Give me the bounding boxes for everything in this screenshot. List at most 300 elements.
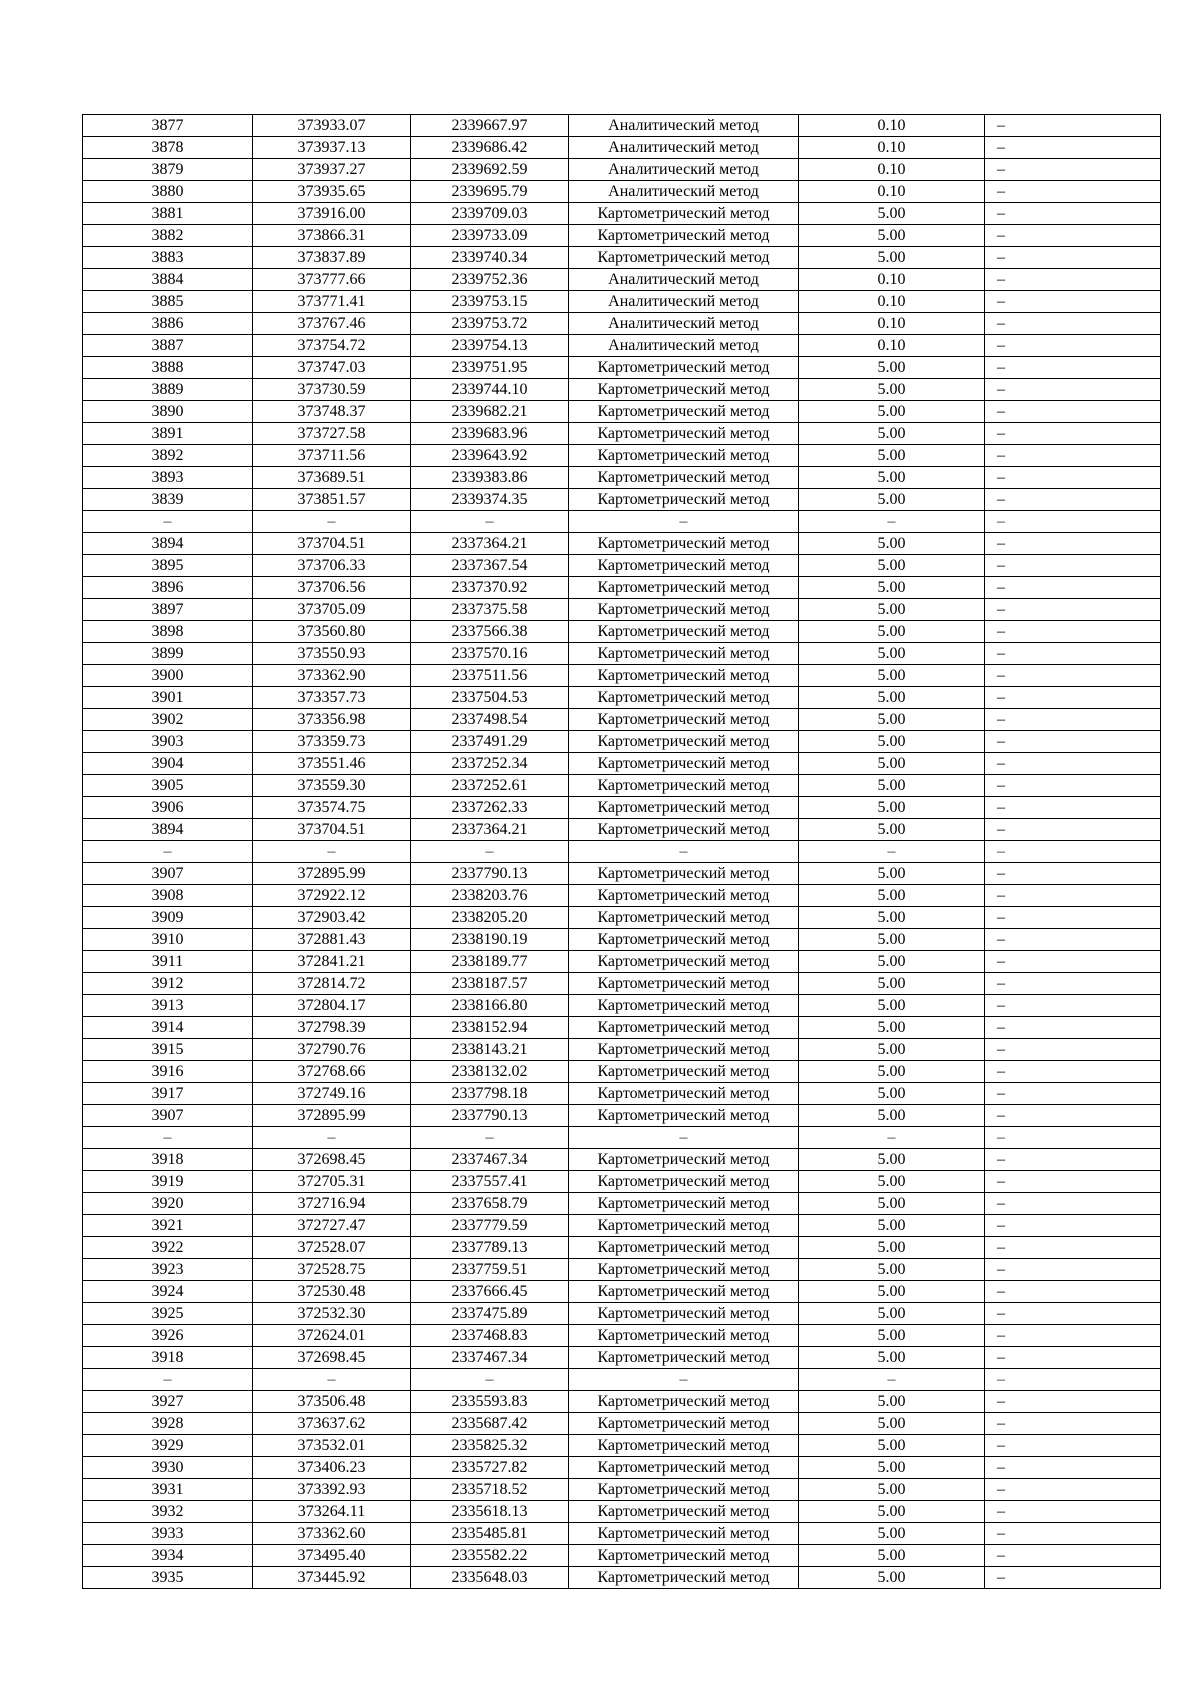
description-cell: –	[985, 1435, 1161, 1457]
point-number-cell: 3918	[83, 1149, 253, 1171]
x-coordinate-cell: 373937.27	[253, 159, 411, 181]
x-coordinate-cell: 373689.51	[253, 467, 411, 489]
accuracy-cell: 5.00	[799, 1435, 985, 1457]
description-cell: –	[985, 1501, 1161, 1523]
x-coordinate-cell: –	[253, 1369, 411, 1391]
table-row	[83, 291, 1161, 313]
point-number-cell: 3909	[83, 907, 253, 929]
point-number-cell: –	[83, 1127, 253, 1149]
method-cell: Аналитический метод	[569, 137, 799, 159]
method-cell: Картометрический метод	[569, 731, 799, 753]
y-coordinate-cell: 2338190.19	[411, 929, 569, 951]
point-number-cell: 3880	[83, 181, 253, 203]
method-cell: Картометрический метод	[569, 225, 799, 247]
table-row	[83, 1039, 1161, 1061]
method-cell: Аналитический метод	[569, 181, 799, 203]
method-cell: Картометрический метод	[569, 1281, 799, 1303]
y-coordinate-cell: 2339753.72	[411, 313, 569, 335]
accuracy-cell: 5.00	[799, 467, 985, 489]
description-cell: –	[985, 1017, 1161, 1039]
point-number-cell: 3897	[83, 599, 253, 621]
table-row	[83, 841, 1161, 863]
table-row	[83, 555, 1161, 577]
y-coordinate-cell: 2338205.20	[411, 907, 569, 929]
y-coordinate-cell: 2335593.83	[411, 1391, 569, 1413]
x-coordinate-cell: –	[253, 841, 411, 863]
x-coordinate-cell: 373771.41	[253, 291, 411, 313]
point-number-cell: 3892	[83, 445, 253, 467]
x-coordinate-cell: 373559.30	[253, 775, 411, 797]
x-coordinate-cell: 372532.30	[253, 1303, 411, 1325]
description-cell: –	[985, 247, 1161, 269]
point-number-cell: 3877	[83, 115, 253, 137]
x-coordinate-cell: 373357.73	[253, 687, 411, 709]
point-number-cell: 3924	[83, 1281, 253, 1303]
y-coordinate-cell: 2335687.42	[411, 1413, 569, 1435]
x-coordinate-cell: 372895.99	[253, 1105, 411, 1127]
point-number-cell: –	[83, 1369, 253, 1391]
method-cell: –	[569, 841, 799, 863]
accuracy-cell: 5.00	[799, 1281, 985, 1303]
y-coordinate-cell: 2338203.76	[411, 885, 569, 907]
point-number-cell: 3904	[83, 753, 253, 775]
description-cell: –	[985, 1149, 1161, 1171]
description-cell: –	[985, 401, 1161, 423]
x-coordinate-cell: 373406.23	[253, 1457, 411, 1479]
x-coordinate-cell: 372768.66	[253, 1061, 411, 1083]
point-number-cell: 3883	[83, 247, 253, 269]
point-number-cell: 3896	[83, 577, 253, 599]
x-coordinate-cell: 373704.51	[253, 533, 411, 555]
x-coordinate-cell: 372530.48	[253, 1281, 411, 1303]
accuracy-cell: 0.10	[799, 159, 985, 181]
accuracy-cell: 5.00	[799, 1325, 985, 1347]
table-row	[83, 1083, 1161, 1105]
accuracy-cell: 5.00	[799, 1193, 985, 1215]
description-cell: –	[985, 1193, 1161, 1215]
x-coordinate-cell: 373495.40	[253, 1545, 411, 1567]
description-cell: –	[985, 335, 1161, 357]
point-number-cell: 3907	[83, 1105, 253, 1127]
coordinates-table	[82, 114, 1161, 1589]
table-row	[83, 489, 1161, 511]
x-coordinate-cell: –	[253, 511, 411, 533]
description-cell: –	[985, 753, 1161, 775]
x-coordinate-cell: 372528.75	[253, 1259, 411, 1281]
table-row	[83, 445, 1161, 467]
point-number-cell: 3912	[83, 973, 253, 995]
x-coordinate-cell: 373727.58	[253, 423, 411, 445]
method-cell: Картометрический метод	[569, 357, 799, 379]
y-coordinate-cell: 2339753.15	[411, 291, 569, 313]
point-number-cell: –	[83, 511, 253, 533]
table-row	[83, 863, 1161, 885]
method-cell: Картометрический метод	[569, 1545, 799, 1567]
y-coordinate-cell: 2337370.92	[411, 577, 569, 599]
method-cell: Аналитический метод	[569, 115, 799, 137]
y-coordinate-cell: 2337364.21	[411, 533, 569, 555]
description-cell: –	[985, 313, 1161, 335]
x-coordinate-cell: 372528.07	[253, 1237, 411, 1259]
method-cell: Картометрический метод	[569, 1259, 799, 1281]
description-cell: –	[985, 291, 1161, 313]
table-row	[83, 1259, 1161, 1281]
table-row	[83, 423, 1161, 445]
method-cell: Картометрический метод	[569, 863, 799, 885]
method-cell: Картометрический метод	[569, 1193, 799, 1215]
table-row	[83, 1391, 1161, 1413]
table-row	[83, 1149, 1161, 1171]
point-number-cell: 3933	[83, 1523, 253, 1545]
method-cell: Аналитический метод	[569, 313, 799, 335]
table-row	[83, 687, 1161, 709]
y-coordinate-cell: 2339374.35	[411, 489, 569, 511]
y-coordinate-cell: 2335825.32	[411, 1435, 569, 1457]
x-coordinate-cell: 373747.03	[253, 357, 411, 379]
description-cell: –	[985, 357, 1161, 379]
description-cell: –	[985, 951, 1161, 973]
table-row	[83, 621, 1161, 643]
description-cell: –	[985, 445, 1161, 467]
accuracy-cell: 5.00	[799, 1479, 985, 1501]
description-cell: –	[985, 1039, 1161, 1061]
accuracy-cell: 5.00	[799, 1083, 985, 1105]
description-cell: –	[985, 555, 1161, 577]
method-cell: Картометрический метод	[569, 533, 799, 555]
x-coordinate-cell: 373730.59	[253, 379, 411, 401]
table-row	[83, 401, 1161, 423]
point-number-cell: 3839	[83, 489, 253, 511]
method-cell: Аналитический метод	[569, 335, 799, 357]
method-cell: Картометрический метод	[569, 1017, 799, 1039]
accuracy-cell: 5.00	[799, 379, 985, 401]
table-row	[83, 797, 1161, 819]
y-coordinate-cell: 2339709.03	[411, 203, 569, 225]
x-coordinate-cell: 372705.31	[253, 1171, 411, 1193]
description-cell: –	[985, 1303, 1161, 1325]
point-number-cell: 3903	[83, 731, 253, 753]
y-coordinate-cell: 2339740.34	[411, 247, 569, 269]
description-cell: –	[985, 1281, 1161, 1303]
point-number-cell: 3907	[83, 863, 253, 885]
x-coordinate-cell: 372698.45	[253, 1149, 411, 1171]
method-cell: Картометрический метод	[569, 929, 799, 951]
accuracy-cell: 5.00	[799, 643, 985, 665]
point-number-cell: 3902	[83, 709, 253, 731]
table-row	[83, 1017, 1161, 1039]
method-cell: Картометрический метод	[569, 775, 799, 797]
point-number-cell: 3917	[83, 1083, 253, 1105]
x-coordinate-cell: 373356.98	[253, 709, 411, 731]
description-cell: –	[985, 1347, 1161, 1369]
point-number-cell: 3881	[83, 203, 253, 225]
table-row	[83, 1171, 1161, 1193]
table-row	[83, 709, 1161, 731]
description-cell: –	[985, 533, 1161, 555]
accuracy-cell: 5.00	[799, 1237, 985, 1259]
y-coordinate-cell: 2337658.79	[411, 1193, 569, 1215]
method-cell: Картометрический метод	[569, 1237, 799, 1259]
description-cell: –	[985, 1105, 1161, 1127]
y-coordinate-cell: 2339643.92	[411, 445, 569, 467]
description-cell: –	[985, 137, 1161, 159]
description-cell: –	[985, 181, 1161, 203]
method-cell: Картометрический метод	[569, 1479, 799, 1501]
accuracy-cell: 5.00	[799, 731, 985, 753]
description-cell: –	[985, 1457, 1161, 1479]
point-number-cell: 3913	[83, 995, 253, 1017]
table-row	[83, 907, 1161, 929]
table-row	[83, 313, 1161, 335]
y-coordinate-cell: 2339744.10	[411, 379, 569, 401]
y-coordinate-cell: 2337511.56	[411, 665, 569, 687]
point-number-cell: 3885	[83, 291, 253, 313]
point-number-cell: 3894	[83, 819, 253, 841]
x-coordinate-cell: 372749.16	[253, 1083, 411, 1105]
y-coordinate-cell: 2335582.22	[411, 1545, 569, 1567]
point-number-cell: 3890	[83, 401, 253, 423]
accuracy-cell: 5.00	[799, 775, 985, 797]
description-cell: –	[985, 379, 1161, 401]
description-cell: –	[985, 863, 1161, 885]
method-cell: Картометрический метод	[569, 1171, 799, 1193]
description-cell: –	[985, 115, 1161, 137]
method-cell: Картометрический метод	[569, 1149, 799, 1171]
y-coordinate-cell: 2337798.18	[411, 1083, 569, 1105]
accuracy-cell: 5.00	[799, 203, 985, 225]
x-coordinate-cell: 373851.57	[253, 489, 411, 511]
accuracy-cell: 5.00	[799, 225, 985, 247]
method-cell: Картометрический метод	[569, 907, 799, 929]
table-row	[83, 577, 1161, 599]
description-cell: –	[985, 665, 1161, 687]
accuracy-cell: 0.10	[799, 291, 985, 313]
method-cell: Картометрический метод	[569, 1567, 799, 1589]
y-coordinate-cell: 2337364.21	[411, 819, 569, 841]
method-cell: Аналитический метод	[569, 159, 799, 181]
x-coordinate-cell: 373637.62	[253, 1413, 411, 1435]
description-cell: –	[985, 1545, 1161, 1567]
accuracy-cell: 5.00	[799, 929, 985, 951]
x-coordinate-cell: 373704.51	[253, 819, 411, 841]
x-coordinate-cell: 373706.33	[253, 555, 411, 577]
accuracy-cell: 5.00	[799, 1347, 985, 1369]
table-row	[83, 533, 1161, 555]
y-coordinate-cell: 2339682.21	[411, 401, 569, 423]
method-cell: Картометрический метод	[569, 665, 799, 687]
method-cell: Картометрический метод	[569, 1325, 799, 1347]
x-coordinate-cell: 373264.11	[253, 1501, 411, 1523]
accuracy-cell: 5.00	[799, 1457, 985, 1479]
table-row	[83, 599, 1161, 621]
method-cell: Картометрический метод	[569, 709, 799, 731]
method-cell: Картометрический метод	[569, 1215, 799, 1237]
description-cell: –	[985, 489, 1161, 511]
point-number-cell: 3901	[83, 687, 253, 709]
accuracy-cell: 5.00	[799, 1039, 985, 1061]
table-row	[83, 269, 1161, 291]
y-coordinate-cell: 2337475.89	[411, 1303, 569, 1325]
y-coordinate-cell: 2339695.79	[411, 181, 569, 203]
point-number-cell: 3888	[83, 357, 253, 379]
point-number-cell: 3927	[83, 1391, 253, 1413]
point-number-cell: 3928	[83, 1413, 253, 1435]
y-coordinate-cell: 2338189.77	[411, 951, 569, 973]
description-cell: –	[985, 643, 1161, 665]
x-coordinate-cell: 372698.45	[253, 1347, 411, 1369]
y-coordinate-cell: 2337504.53	[411, 687, 569, 709]
description-cell: –	[985, 423, 1161, 445]
x-coordinate-cell: 372727.47	[253, 1215, 411, 1237]
table-row	[83, 511, 1161, 533]
accuracy-cell: 5.00	[799, 907, 985, 929]
description-cell: –	[985, 1083, 1161, 1105]
description-cell: –	[985, 1171, 1161, 1193]
description-cell: –	[985, 687, 1161, 709]
accuracy-cell: 5.00	[799, 1215, 985, 1237]
table-row	[83, 181, 1161, 203]
y-coordinate-cell: 2338187.57	[411, 973, 569, 995]
y-coordinate-cell: 2338152.94	[411, 1017, 569, 1039]
point-number-cell: 3914	[83, 1017, 253, 1039]
method-cell: Аналитический метод	[569, 291, 799, 313]
point-number-cell: 3878	[83, 137, 253, 159]
description-cell: –	[985, 1215, 1161, 1237]
description-cell: –	[985, 1127, 1161, 1149]
method-cell: Картометрический метод	[569, 643, 799, 665]
accuracy-cell: 5.00	[799, 599, 985, 621]
table-row	[83, 1105, 1161, 1127]
y-coordinate-cell: 2337666.45	[411, 1281, 569, 1303]
description-cell: –	[985, 1523, 1161, 1545]
accuracy-cell: 5.00	[799, 621, 985, 643]
table-row	[83, 1325, 1161, 1347]
accuracy-cell: 5.00	[799, 555, 985, 577]
table-row	[83, 643, 1161, 665]
x-coordinate-cell: 373937.13	[253, 137, 411, 159]
x-coordinate-cell: 373777.66	[253, 269, 411, 291]
table-row	[83, 1347, 1161, 1369]
point-number-cell: 3884	[83, 269, 253, 291]
description-cell: –	[985, 203, 1161, 225]
method-cell: Картометрический метод	[569, 467, 799, 489]
table-row	[83, 247, 1161, 269]
x-coordinate-cell: 373935.65	[253, 181, 411, 203]
point-number-cell: 3879	[83, 159, 253, 181]
accuracy-cell: –	[799, 841, 985, 863]
point-number-cell: 3898	[83, 621, 253, 643]
point-number-cell: 3886	[83, 313, 253, 335]
accuracy-cell: 0.10	[799, 115, 985, 137]
y-coordinate-cell: 2337498.54	[411, 709, 569, 731]
method-cell: Картометрический метод	[569, 203, 799, 225]
table-row	[83, 335, 1161, 357]
description-cell: –	[985, 907, 1161, 929]
table-row	[83, 995, 1161, 1017]
x-coordinate-cell: 373560.80	[253, 621, 411, 643]
x-coordinate-cell: 372798.39	[253, 1017, 411, 1039]
accuracy-cell: 5.00	[799, 1413, 985, 1435]
method-cell: Картометрический метод	[569, 621, 799, 643]
method-cell: Картометрический метод	[569, 1061, 799, 1083]
y-coordinate-cell: 2335485.81	[411, 1523, 569, 1545]
x-coordinate-cell: 372624.01	[253, 1325, 411, 1347]
description-cell: –	[985, 1369, 1161, 1391]
method-cell: Аналитический метод	[569, 269, 799, 291]
accuracy-cell: 5.00	[799, 1171, 985, 1193]
x-coordinate-cell: 372922.12	[253, 885, 411, 907]
accuracy-cell: 5.00	[799, 1303, 985, 1325]
accuracy-cell: 5.00	[799, 753, 985, 775]
y-coordinate-cell: 2335618.13	[411, 1501, 569, 1523]
point-number-cell: 3894	[83, 533, 253, 555]
point-number-cell: 3919	[83, 1171, 253, 1193]
description-cell: –	[985, 269, 1161, 291]
y-coordinate-cell: 2339667.97	[411, 115, 569, 137]
x-coordinate-cell: 373837.89	[253, 247, 411, 269]
method-cell: Картометрический метод	[569, 1347, 799, 1369]
description-cell: –	[985, 929, 1161, 951]
point-number-cell: 3932	[83, 1501, 253, 1523]
method-cell: Картометрический метод	[569, 1501, 799, 1523]
method-cell: Картометрический метод	[569, 489, 799, 511]
description-cell: –	[985, 1259, 1161, 1281]
method-cell: Картометрический метод	[569, 995, 799, 1017]
y-coordinate-cell: 2338132.02	[411, 1061, 569, 1083]
x-coordinate-cell: 373362.90	[253, 665, 411, 687]
accuracy-cell: 5.00	[799, 797, 985, 819]
x-coordinate-cell: 372895.99	[253, 863, 411, 885]
y-coordinate-cell: 2337491.29	[411, 731, 569, 753]
point-number-cell: 3891	[83, 423, 253, 445]
table-row	[83, 929, 1161, 951]
x-coordinate-cell: 373574.75	[253, 797, 411, 819]
method-cell: Картометрический метод	[569, 1457, 799, 1479]
x-coordinate-cell: 373705.09	[253, 599, 411, 621]
accuracy-cell: 5.00	[799, 995, 985, 1017]
x-coordinate-cell: 372841.21	[253, 951, 411, 973]
coordinates-table-body	[83, 115, 1161, 1589]
y-coordinate-cell: 2339683.96	[411, 423, 569, 445]
method-cell: Картометрический метод	[569, 1523, 799, 1545]
table-row	[83, 775, 1161, 797]
description-cell: –	[985, 819, 1161, 841]
y-coordinate-cell: 2337252.34	[411, 753, 569, 775]
point-number-cell: 3911	[83, 951, 253, 973]
y-coordinate-cell: 2335648.03	[411, 1567, 569, 1589]
point-number-cell: 3930	[83, 1457, 253, 1479]
description-cell: –	[985, 225, 1161, 247]
point-number-cell: 3893	[83, 467, 253, 489]
description-cell: –	[985, 1325, 1161, 1347]
x-coordinate-cell: 373551.46	[253, 753, 411, 775]
method-cell: Картометрический метод	[569, 753, 799, 775]
table-row	[83, 665, 1161, 687]
point-number-cell: 3900	[83, 665, 253, 687]
point-number-cell: 3889	[83, 379, 253, 401]
method-cell: Картометрический метод	[569, 1435, 799, 1457]
accuracy-cell: –	[799, 1369, 985, 1391]
y-coordinate-cell: 2337759.51	[411, 1259, 569, 1281]
accuracy-cell: 5.00	[799, 247, 985, 269]
point-number-cell: 3934	[83, 1545, 253, 1567]
description-cell: –	[985, 973, 1161, 995]
table-row	[83, 1523, 1161, 1545]
description-cell: –	[985, 731, 1161, 753]
method-cell: Картометрический метод	[569, 577, 799, 599]
method-cell: Картометрический метод	[569, 687, 799, 709]
point-number-cell: 3918	[83, 1347, 253, 1369]
